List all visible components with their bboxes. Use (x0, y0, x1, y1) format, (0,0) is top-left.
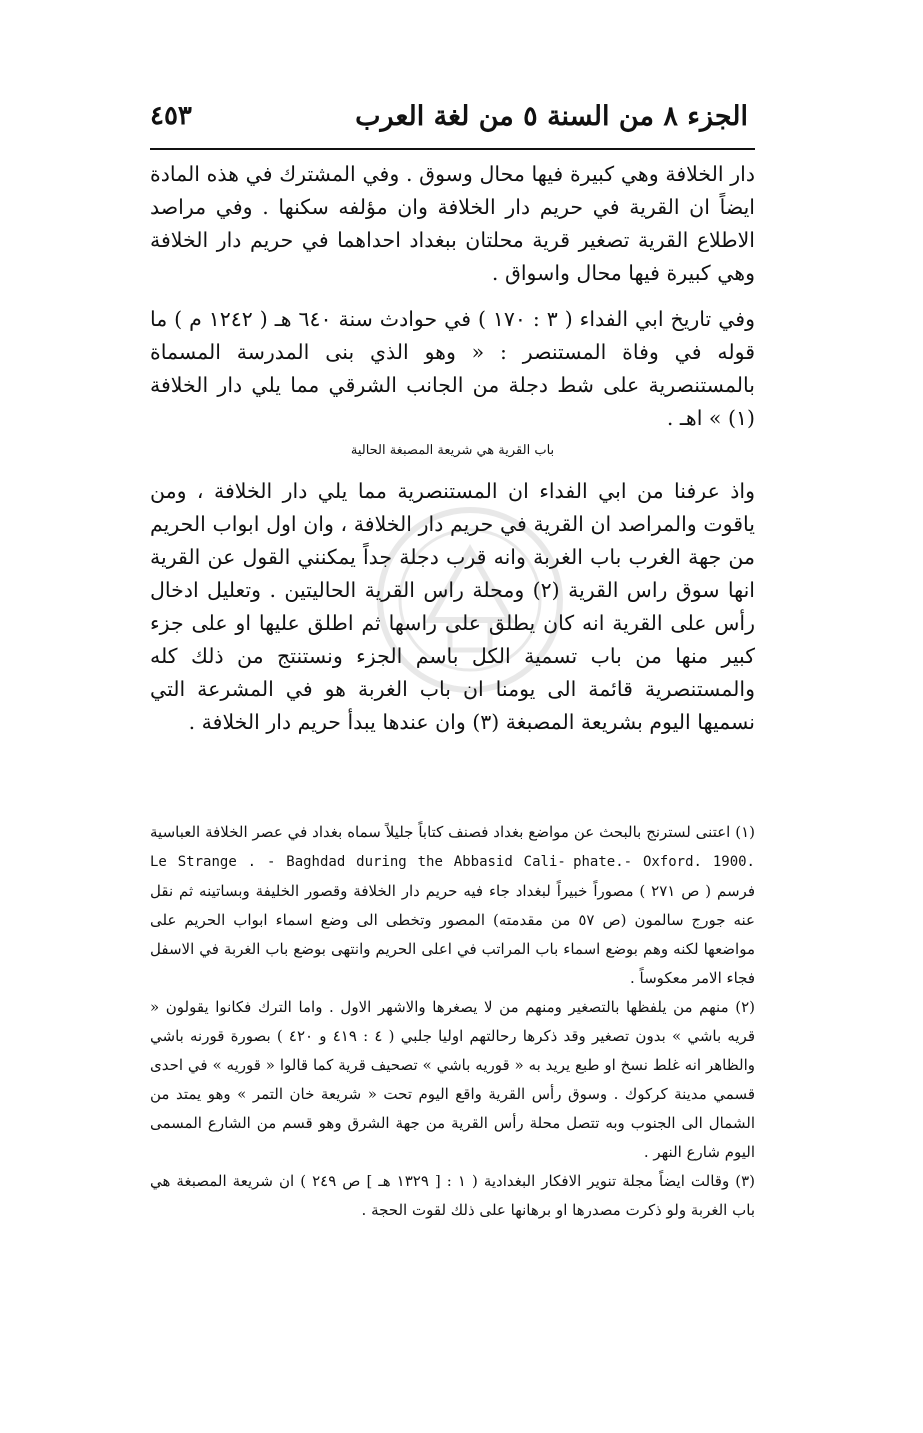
footnote-latin-reference: Le Strange . - Baghdad during the Abbasid Cali- (150, 854, 566, 870)
footnotes (150, 818, 755, 1225)
paragraph: واذ عرفنا من ابي الفداء ان المستنصرية مما يلي دار الخلافة ، ومن ياقوت والمراصد ان القرية في حريم دار الخلافة ، وان اول ابواب الحريم من جهة الغرب باب الغربة وانه قرب دجلة جداً يمكنني القول عن القرية انها سوق راس القرية (٢) ومحلة راس القرية الحاليتين . وتعليل ادخال رأس على القرية انه كان يطلق على راسها ثم اطلق عليها او على جزء كبير منها من باب تسمية الكل باسم الجزء ونستنتج من ذلك كله والمستنصرية قائمة الى يومنا ان باب الغربة هو في المشرعة التي نسميها اليوم بشريعة المصبغة (٣) وان عندها يبدأ حريم دار الخلافة . (150, 479, 755, 734)
paragraph: دار الخلافة وهي كبيرة فيها محال وسوق . وفي المشترك في هذه المادة ايضاً ان القرية في حريم دار الخلافة وان مؤلفه سكنها . وفي مراصد الاطلاع القرية تصغير قرية محلتان ببغداد احداهما في حريم دار الخلافة وهي كبيرة فيها محال واسواق . (150, 162, 755, 285)
main-text (150, 158, 755, 739)
footnote-text: فرسم ( ص ٢٧١ ) مصوراً خبيراً لبغداد جاء فيه حريم دار الخلافة وقصور الخليفة وبساتينه ثم نقل عنه جورج سالمون (ص ٥٧ من مقدمته) المصور وتخطى الى وضع اسماء ابواب الحريم على مواضعها لكنه وهم بوضع اسماء باب المراتب في اعلى الحريم وانتهى بوضع باب الغربة في الاسفل فجاء الامر معكوساً . (150, 882, 756, 987)
footnote-text: (١) اعتنى لسترنج بالبحث عن مواضع بغداد فصنف كتاباً جليلاً سماه بغداد في عصر الخلافة العباسية (150, 823, 755, 841)
footnote-latin-reference: phate.- Oxford. 1900. (573, 854, 755, 870)
footnote-2: (٢) منهم من يلفظها بالتصغير ومنهم من لا يصغرها والاشهر الاول . واما الترك فكانوا يقولون « قريه باشي » بدون تصغير وقد ذكرها رحالتهم اوليا جلبي ( ٤ : ٤١٩ و ٤٢٠ ) بصورة قورنه باشي والظاهر انه غلط نسخ او طبع يريد به « قوريه باشي » تصحيف قرية كما قالوا « قوريه » في احدى قسمي مدينة كركوك . وسوق رأس القرية واقع اليوم تحت « شريعة خان التمر » وهو يمتد من الشمال الى الجنوب وبه تتصل محلة رأس القرية من جهة الشرق وهو قسم من الشارع المسمى اليوم شارع النهر . (150, 998, 756, 1161)
footnote-3: (٣) وقالت ايضاً مجلة تنوير الافكار البغدادية ( ١ : [ ١٣٢٩ هـ ] ص ٢٤٩ ) ان شريعة المصبغة هي باب الغربة ولو ذكرت مصدرها او برهانها على ذلك لقوت الحجة . (150, 1172, 756, 1219)
paragraph: وفي تاريخ ابي الفداء ( ٣ : ١٧٠ ) في حوادث سنة ٦٤٠ هـ ( ١٢٤٢ م ) ما قوله في وفاة المستنصر : « وهو الذي بنى المدرسة المسماة بالمستنصرية على شط دجلة من الجانب الشرقي مما يلي دار الخلافة (١) » اهـ . (150, 307, 755, 430)
page-number: ٤٥٣ (150, 101, 192, 131)
header-rule (150, 148, 755, 150)
figure-caption: باب القرية هي شريعة المصبغة الحالية (350, 443, 555, 458)
journal-title: الجزء ٨ من السنة ٥ من لغة العرب (355, 100, 748, 132)
footnote-1 (150, 818, 755, 993)
running-header (150, 90, 748, 142)
